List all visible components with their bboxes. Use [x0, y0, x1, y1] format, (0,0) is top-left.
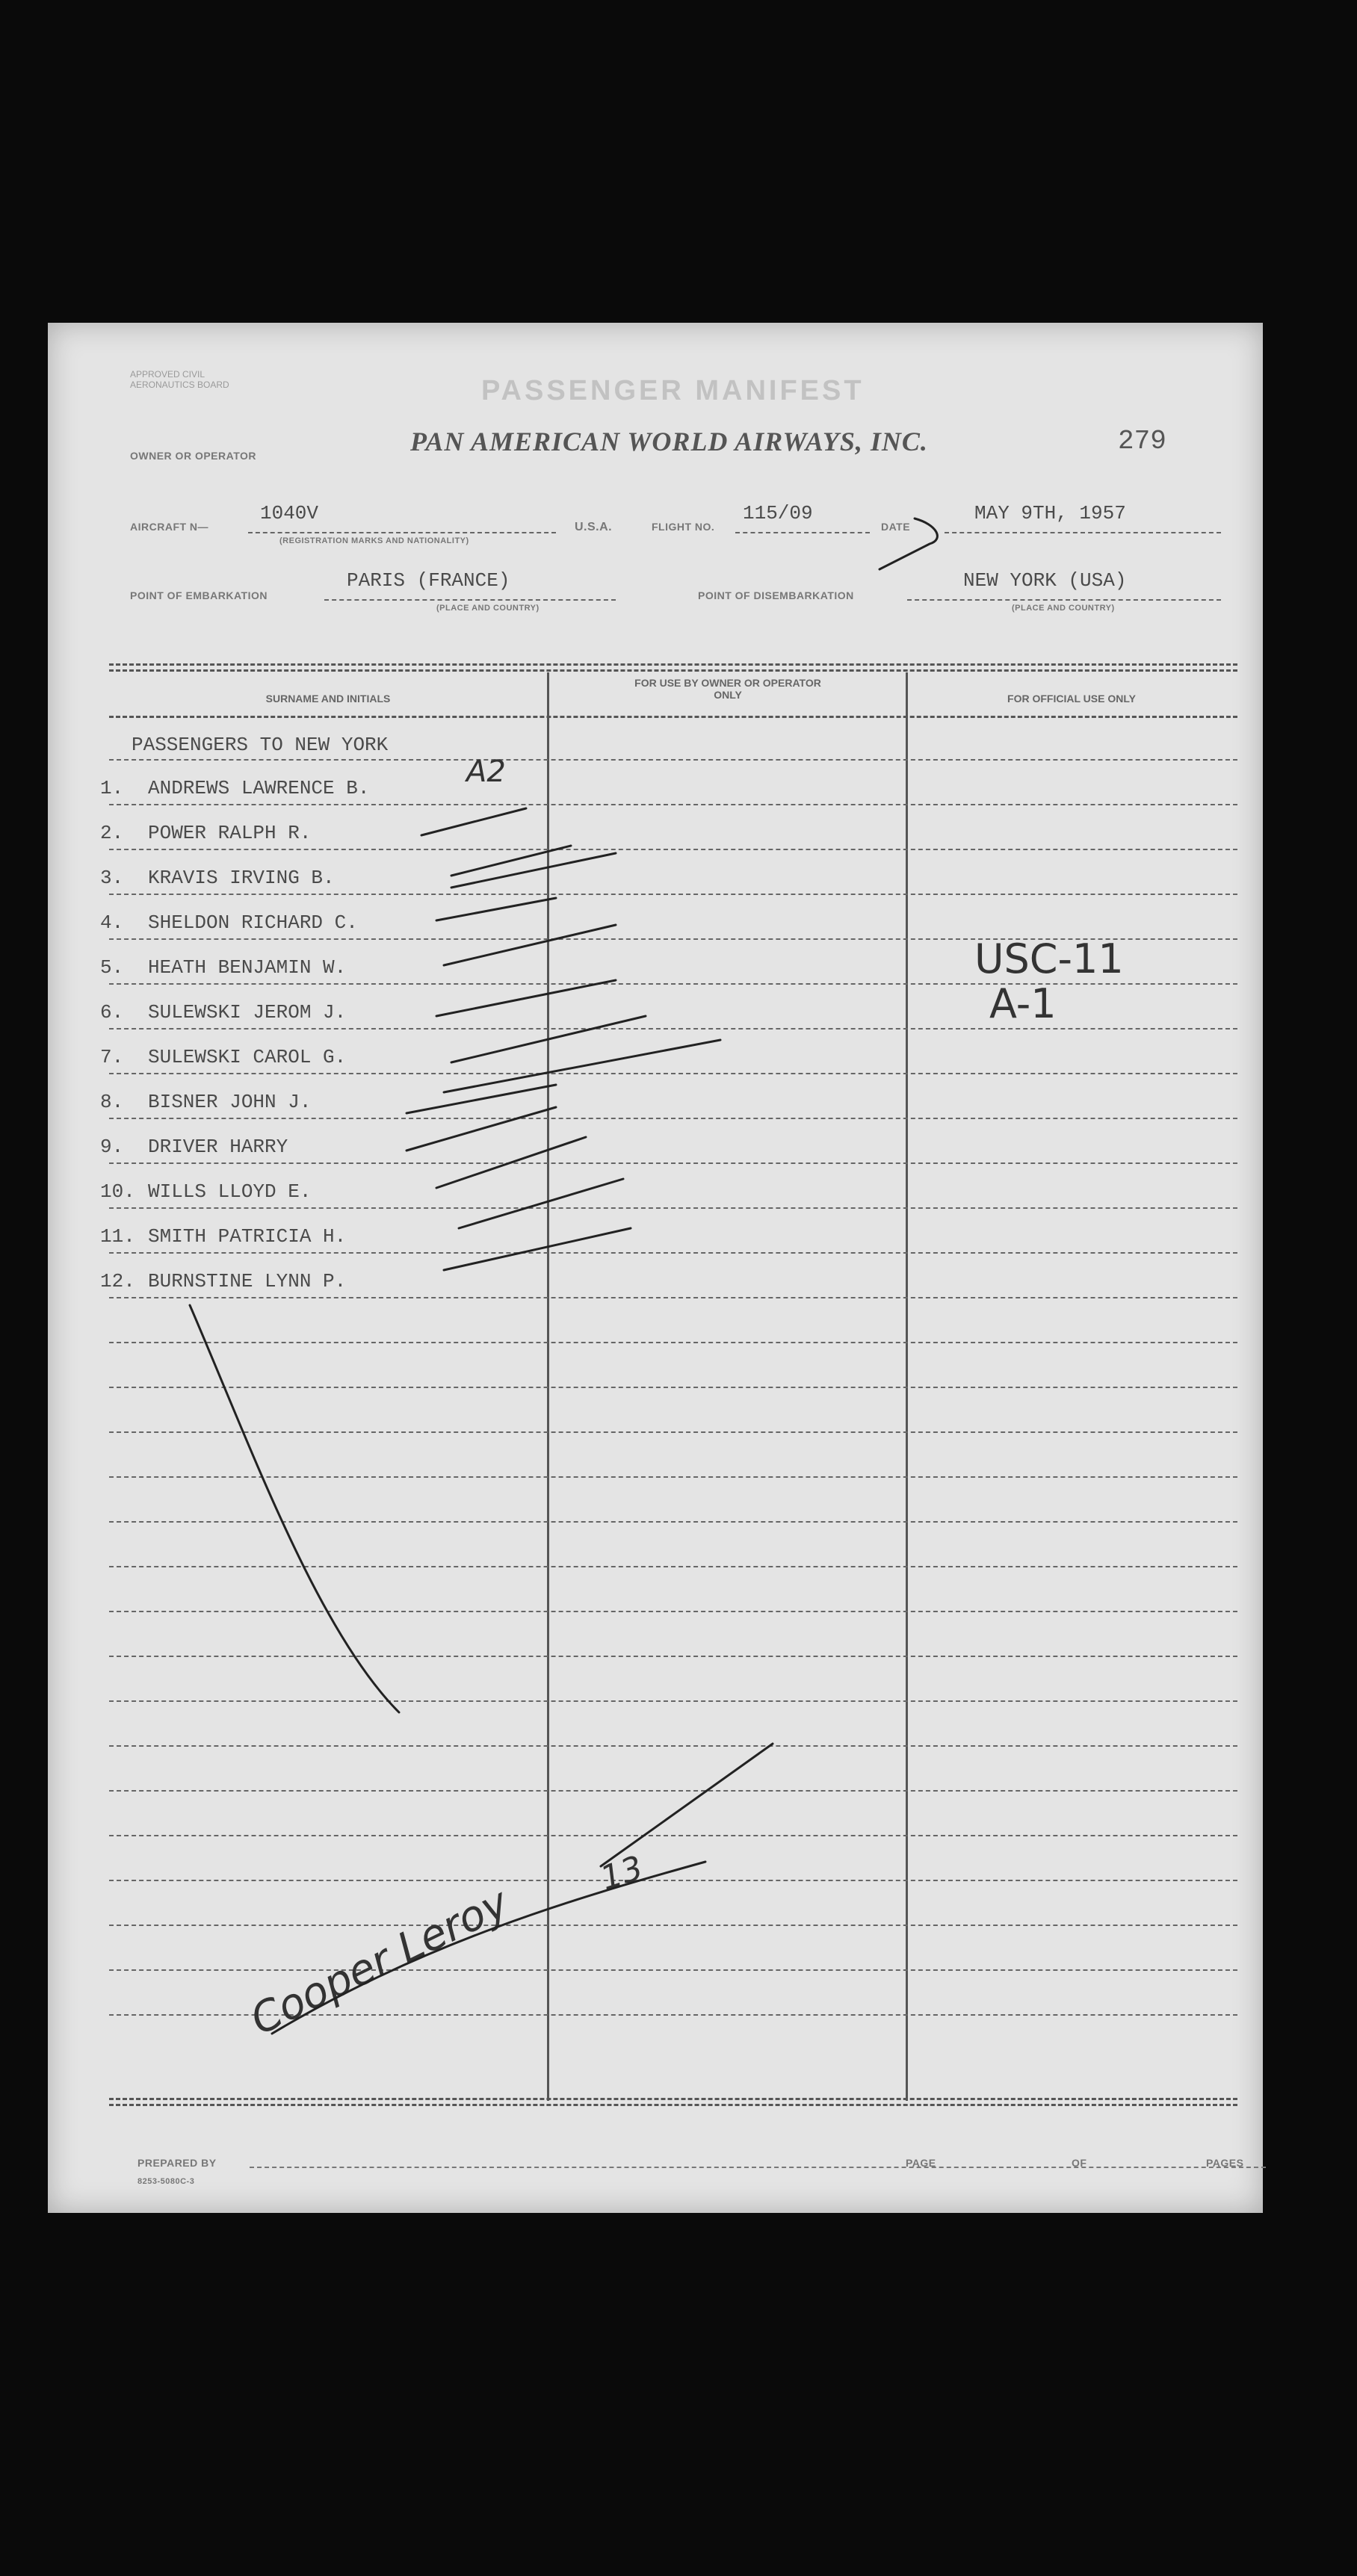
embark-caption: (PLACE AND COUNTRY) — [436, 604, 540, 613]
passenger-name: WILLS LLOYD E. — [148, 1180, 312, 1203]
owner-label: OWNER OR OPERATOR — [130, 450, 256, 462]
disembark-value: NEW YORK (USA) — [963, 569, 1127, 592]
official-annotation-line1: USC-11 — [974, 935, 1124, 982]
date-label: DATE — [881, 521, 911, 533]
row-number: 12. — [100, 1270, 135, 1292]
aircraft-caption: (REGISTRATION MARKS AND NATIONALITY) — [279, 536, 469, 545]
flight-label: FLIGHT NO. — [652, 521, 715, 533]
passenger-name: DRIVER HARRY — [148, 1136, 288, 1158]
row-number: 8. — [100, 1091, 124, 1113]
row-number: 4. — [100, 911, 124, 934]
passenger-name: BURNSTINE LYNN P. — [148, 1270, 347, 1292]
passenger-name: SULEWSKI JEROM J. — [148, 1001, 347, 1024]
handwritten-count: 13 — [596, 1848, 648, 1898]
page-label: PAGE — [906, 2157, 936, 2169]
column-header-official-use: FOR OFFICIAL USE ONLY — [1007, 693, 1136, 705]
embark-label: POINT OF EMBARKATION — [130, 589, 268, 601]
column-header-surname: SURNAME AND INITIALS — [265, 693, 391, 705]
approved-note: APPROVED CIVIL AERONAUTICS BOARD — [130, 369, 229, 390]
row-number: 6. — [100, 1001, 124, 1024]
passenger-name: BISNER JOHN J. — [148, 1091, 312, 1113]
passenger-name: HEATH BENJAMIN W. — [148, 956, 347, 979]
pages-label: PAGES — [1206, 2157, 1244, 2169]
manifest-sheet — [48, 323, 1263, 2213]
pen-strokes — [48, 323, 1263, 2213]
form-number: 8253-5080C-3 — [137, 2177, 195, 2186]
row-number: 10. — [100, 1180, 135, 1203]
section-heading: PASSENGERS TO NEW YORK — [132, 734, 389, 756]
prepared-by-label: PREPARED BY — [137, 2157, 217, 2169]
column-header-owner-use: FOR USE BY OWNER OR OPERATOR ONLY — [634, 677, 821, 701]
row-number: 2. — [100, 822, 124, 844]
date-value: MAY 9TH, 1957 — [974, 502, 1126, 524]
passenger-name: POWER RALPH R. — [148, 822, 312, 844]
aircraft-label: AIRCRAFT N— — [130, 521, 209, 533]
disembark-caption: (PLACE AND COUNTRY) — [1012, 604, 1115, 613]
passenger-name: SHELDON RICHARD C. — [148, 911, 358, 934]
row-number: 11. — [100, 1225, 135, 1248]
passenger-name: ANDREWS LAWRENCE B. — [148, 777, 370, 799]
handwritten-signature: Cooper Leroy — [243, 1878, 516, 2045]
disembark-label: POINT OF DISEMBARKATION — [698, 589, 854, 601]
of-label: OF — [1072, 2157, 1087, 2169]
passenger-name: SMITH PATRICIA H. — [148, 1225, 347, 1248]
flight-value: 115/09 — [743, 502, 813, 524]
page-number-stamp: 279 — [1118, 426, 1166, 456]
row-number: 9. — [100, 1136, 124, 1158]
row-number: 3. — [100, 867, 124, 889]
embark-value: PARIS (FRANCE) — [347, 569, 510, 592]
form-title: PASSENGER MANIFEST — [481, 375, 865, 406]
passenger-name: KRAVIS IRVING B. — [148, 867, 335, 889]
row-number: 1. — [100, 777, 124, 799]
airline-name: PAN AMERICAN WORLD AIRWAYS, INC. — [410, 427, 928, 456]
country-label: U.S.A. — [575, 521, 613, 533]
handwritten-mark: A2 — [466, 755, 506, 789]
aircraft-value: 1040V — [260, 502, 319, 524]
row-number: 5. — [100, 956, 124, 979]
row-number: 7. — [100, 1046, 124, 1068]
passenger-name: SULEWSKI CAROL G. — [148, 1046, 347, 1068]
official-annotation-line2: A-1 — [989, 980, 1057, 1027]
